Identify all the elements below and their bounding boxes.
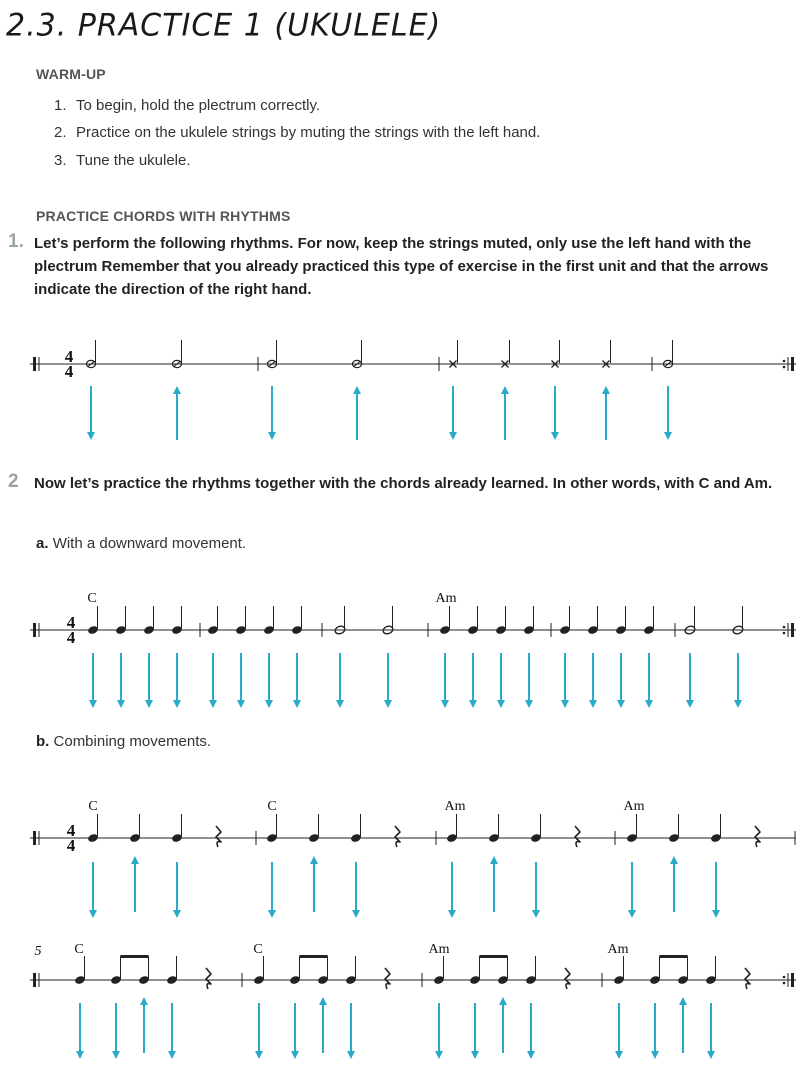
warmup-item-1 <box>54 97 320 114</box>
strum-down-arrow-head <box>651 1051 659 1059</box>
chord-label-am: Am <box>607 942 629 957</box>
strum-down-arrow-head <box>145 700 153 708</box>
quarter-rest <box>395 826 400 847</box>
time-signature-bottom: 4 <box>66 836 76 855</box>
warmup-item-number: 2. <box>54 124 67 141</box>
strum-down-arrow-head <box>712 910 720 918</box>
strum-down-arrow-head <box>628 910 636 918</box>
repeat-start-thick-bar <box>33 623 36 637</box>
strum-down-arrow-head <box>89 910 97 918</box>
strum-down-arrow-head <box>645 700 653 708</box>
question-1-number: 1. <box>8 231 24 252</box>
repeat-start-thick-bar <box>33 831 36 845</box>
question-1-text: Let’s perform the following rhythms. For now, keep the strings muted, only use the left hand with the plectrum Remember that you already practiced this type of exercise in the first unit and that the arrows indicate the direction of the right hand. <box>34 235 769 298</box>
time-signature-top: 4 <box>66 613 76 632</box>
warmup-item-2 <box>54 124 540 141</box>
strum-up-arrow-head <box>131 856 139 864</box>
strum-down-arrow-head <box>168 1051 176 1059</box>
strum-up-arrow-head <box>319 997 327 1005</box>
quarter-rest <box>755 826 760 847</box>
strum-down-arrow-head <box>525 700 533 708</box>
repeat-start-thick-bar <box>33 973 36 987</box>
eighth-beam <box>480 955 508 958</box>
strum-down-arrow-head <box>551 432 559 440</box>
repeat-dot <box>783 976 786 979</box>
strum-down-arrow-head <box>734 700 742 708</box>
subitem-b-letter: b. <box>36 733 50 750</box>
strum-down-arrow-head <box>497 700 505 708</box>
strum-down-arrow-head <box>237 700 245 708</box>
time-signature-bottom: 4 <box>64 362 74 381</box>
strum-down-arrow-head <box>268 910 276 918</box>
subitem-b-text: Combining movements. <box>53 733 212 750</box>
strum-down-arrow-head <box>448 910 456 918</box>
strum-down-arrow-head <box>435 1051 443 1059</box>
warmup-item-text: Practice on the ukulele strings by muting the strings with the left hand. <box>76 124 541 141</box>
strum-down-arrow-head <box>615 1051 623 1059</box>
strum-down-arrow-head <box>268 432 276 440</box>
quarter-rest <box>565 968 570 989</box>
chord-label-c: C <box>267 799 277 814</box>
question-2-text: Now let’s practice the rhythms together with the chords already learned. In other words, with C and Am. <box>34 475 773 492</box>
strum-down-arrow-head <box>173 700 181 708</box>
strum-down-arrow-head <box>441 700 449 708</box>
warmup-item-number: 3. <box>54 152 67 169</box>
chord-label-c: C <box>253 942 263 957</box>
quarter-rest <box>216 826 221 847</box>
time-signature-bottom: 4 <box>66 628 76 647</box>
chord-label-am: Am <box>435 591 457 606</box>
strum-down-arrow-head <box>449 432 457 440</box>
rhythm-staff-4 <box>0 935 806 1070</box>
strum-down-arrow-head <box>209 700 217 708</box>
repeat-end-thick-bar <box>791 357 794 371</box>
strum-down-arrow-head <box>589 700 597 708</box>
strum-up-arrow-head <box>499 997 507 1005</box>
strum-down-arrow-head <box>293 700 301 708</box>
rhythm-staff-2 <box>0 580 806 715</box>
repeat-dot <box>783 632 786 635</box>
repeat-dot <box>783 982 786 985</box>
quarter-rest <box>385 968 390 989</box>
strum-down-arrow-head <box>347 1051 355 1059</box>
strum-down-arrow-head <box>561 700 569 708</box>
strum-up-arrow-head <box>353 386 361 394</box>
strum-down-arrow-head <box>471 1051 479 1059</box>
strum-down-arrow-head <box>112 1051 120 1059</box>
practice-heading: PRACTICE CHORDS WITH RHYTHMS <box>36 208 291 224</box>
warmup-item-text: Tune the ukulele. <box>76 152 191 169</box>
warmup-item-text: To begin, hold the plectrum correctly. <box>76 97 321 114</box>
repeat-dot <box>783 360 786 363</box>
strum-up-arrow-head <box>140 997 148 1005</box>
strum-down-arrow-head <box>89 700 97 708</box>
chord-label-am: Am <box>623 799 645 814</box>
quarter-rest <box>575 826 580 847</box>
page-title: 2.3. PRACTICE 1 (UKULELE) <box>6 7 442 44</box>
time-signature-top: 4 <box>66 821 76 840</box>
strum-up-arrow-head <box>602 386 610 394</box>
rhythm-staff-1 <box>0 330 806 450</box>
rhythm-staff-3 <box>0 790 806 925</box>
repeat-dot <box>783 626 786 629</box>
strum-down-arrow-head <box>707 1051 715 1059</box>
strum-down-arrow-head <box>686 700 694 708</box>
repeat-end-thick-bar <box>791 973 794 987</box>
subitem-a-text: With a downward movement. <box>52 535 247 552</box>
strum-down-arrow-head <box>664 432 672 440</box>
time-signature-top: 4 <box>64 347 74 366</box>
strum-up-arrow-head <box>310 856 318 864</box>
strum-down-arrow-head <box>532 910 540 918</box>
repeat-dot <box>783 366 786 369</box>
strum-down-arrow-head <box>117 700 125 708</box>
strum-down-arrow-head <box>384 700 392 708</box>
chord-label-c: C <box>88 799 98 814</box>
strum-down-arrow-head <box>469 700 477 708</box>
eighth-beam <box>660 955 688 958</box>
subitem-b <box>36 733 211 750</box>
question-2-number: 2 <box>8 471 19 492</box>
subitem-a-letter: a. <box>36 535 49 552</box>
strum-down-arrow-head <box>291 1051 299 1059</box>
strum-down-arrow-head <box>255 1051 263 1059</box>
strum-up-arrow-head <box>490 856 498 864</box>
repeat-end-thick-bar <box>791 623 794 637</box>
strum-down-arrow-head <box>617 700 625 708</box>
strum-up-arrow-head <box>173 386 181 394</box>
chord-label-am: Am <box>444 799 466 814</box>
quarter-rest <box>745 968 750 989</box>
chord-label-c: C <box>74 942 84 957</box>
chord-label-c: C <box>87 591 97 606</box>
subitem-a <box>36 535 246 552</box>
warmup-heading: WARM-UP <box>36 66 106 82</box>
warmup-item-3 <box>54 152 191 169</box>
strum-down-arrow-head <box>76 1051 84 1059</box>
measure-number: 5 <box>34 944 42 959</box>
strum-up-arrow-head <box>679 997 687 1005</box>
strum-down-arrow-head <box>265 700 273 708</box>
strum-down-arrow-head <box>173 910 181 918</box>
repeat-start-thick-bar <box>33 357 36 371</box>
quarter-rest <box>206 968 211 989</box>
strum-down-arrow-head <box>527 1051 535 1059</box>
strum-up-arrow-head <box>501 386 509 394</box>
strum-down-arrow-head <box>336 700 344 708</box>
chord-label-am: Am <box>428 942 450 957</box>
strum-down-arrow-head <box>352 910 360 918</box>
strum-down-arrow-head <box>87 432 95 440</box>
warmup-item-number: 1. <box>54 97 67 114</box>
eighth-beam <box>121 955 149 958</box>
strum-up-arrow-head <box>670 856 678 864</box>
eighth-beam <box>300 955 328 958</box>
